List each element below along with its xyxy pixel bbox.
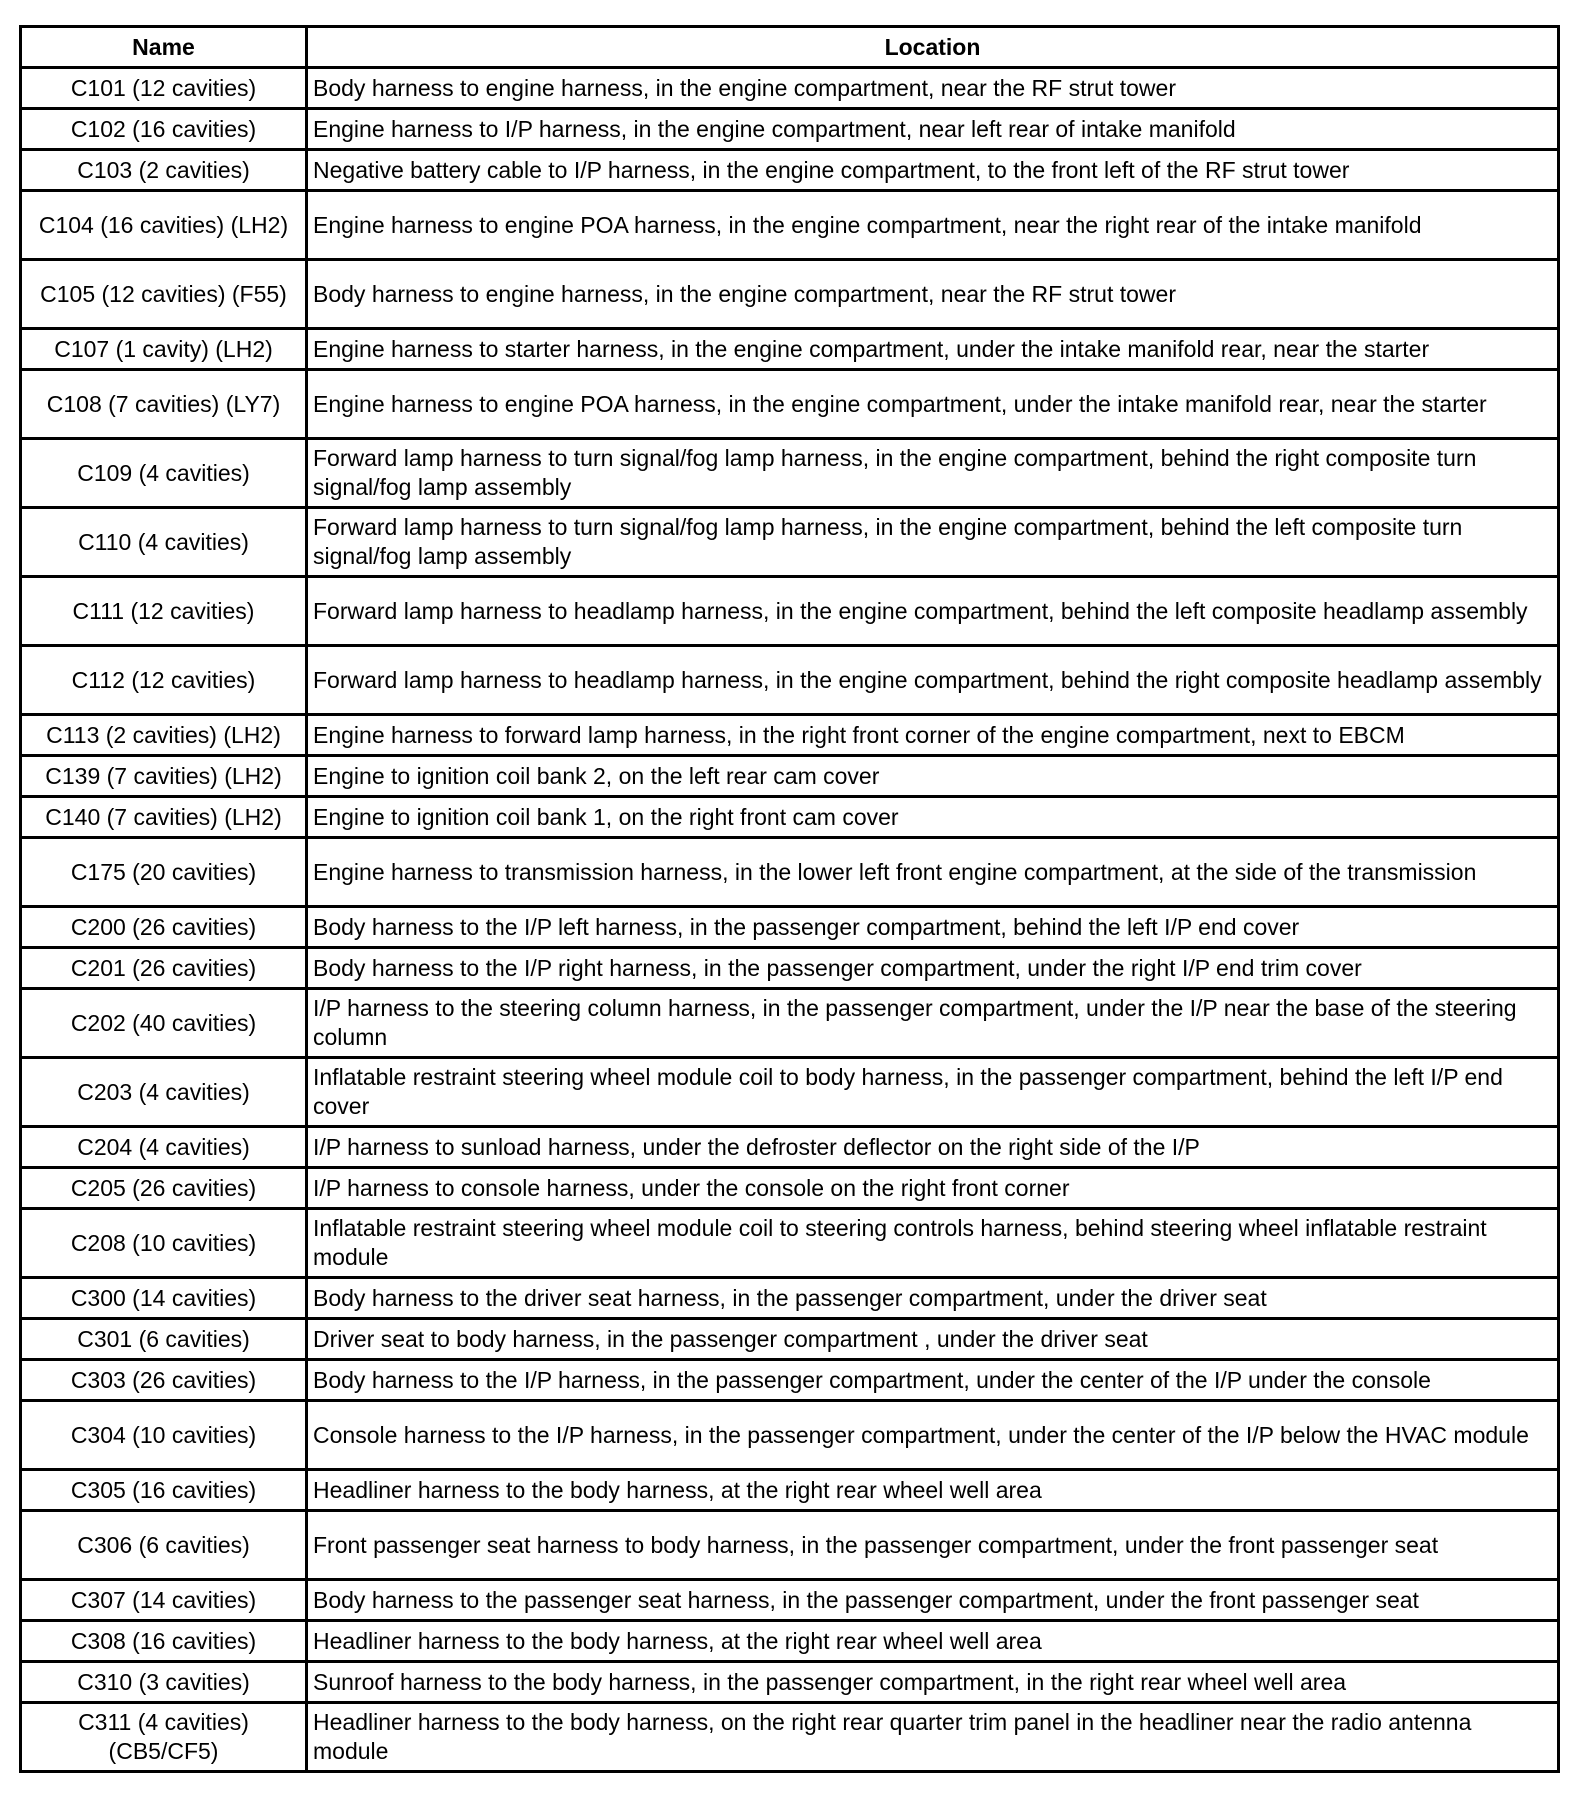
table-row (21, 370, 1559, 439)
connector-name-cell: C112 (12 cavities) (21, 646, 307, 715)
connector-name-cell: C109 (4 cavities) (21, 439, 307, 508)
connector-name-cell: C102 (16 cavities) (21, 109, 307, 150)
connector-name-cell: C104 (16 cavities) (LH2) (21, 191, 307, 260)
table-row (21, 797, 1559, 838)
table-row (21, 1511, 1559, 1580)
connector-name-cell: C201 (26 cavities) (21, 948, 307, 989)
connector-name-cell: C175 (20 cavities) (21, 838, 307, 907)
connector-location-cell: I/P harness to console harness, under the console on the right front corner (307, 1168, 1559, 1209)
connector-location-cell: Forward lamp harness to turn signal/fog lamp harness, in the engine compartment, behind the left composite turn signal/fog lamp assembly (307, 508, 1559, 577)
table-row (21, 1470, 1559, 1511)
connector-location-cell: Forward lamp harness to headlamp harness, in the engine compartment, behind the left composite headlamp assembly (307, 577, 1559, 646)
connector-location-cell: Engine harness to engine POA harness, in the engine compartment, under the intake manifold rear, near the starter (307, 370, 1559, 439)
header-name: Name (21, 27, 307, 68)
connector-name-cell: C308 (16 cavities) (21, 1621, 307, 1662)
connector-location-cell: Body harness to the I/P harness, in the passenger compartment, under the center of the I/P under the console (307, 1360, 1559, 1401)
connector-name-cell: C107 (1 cavity) (LH2) (21, 329, 307, 370)
table-row (21, 948, 1559, 989)
table-row (21, 1319, 1559, 1360)
connector-location-cell: Console harness to the I/P harness, in the passenger compartment, under the center of the I/P below the HVAC module (307, 1401, 1559, 1470)
connector-name-cell: C139 (7 cavities) (LH2) (21, 756, 307, 797)
connector-location-cell: Driver seat to body harness, in the passenger compartment , under the driver seat (307, 1319, 1559, 1360)
connector-name-cell: C205 (26 cavities) (21, 1168, 307, 1209)
connector-name-cell: C204 (4 cavities) (21, 1127, 307, 1168)
connector-name-cell: C101 (12 cavities) (21, 68, 307, 109)
connector-name-cell: C113 (2 cavities) (LH2) (21, 715, 307, 756)
connector-name-cell: C303 (26 cavities) (21, 1360, 307, 1401)
connector-location-cell: Engine to ignition coil bank 1, on the right front cam cover (307, 797, 1559, 838)
connector-location-cell: Front passenger seat harness to body harness, in the passenger compartment, under the front passenger seat (307, 1511, 1559, 1580)
table-row (21, 260, 1559, 329)
connector-name-cell: C200 (26 cavities) (21, 907, 307, 948)
table-row (21, 329, 1559, 370)
table-row (21, 1360, 1559, 1401)
header-location: Location (307, 27, 1559, 68)
table-row (21, 68, 1559, 109)
connector-location-cell: Forward lamp harness to headlamp harness, in the engine compartment, behind the right composite headlamp assembly (307, 646, 1559, 715)
table-row (21, 577, 1559, 646)
table-row (21, 1209, 1559, 1278)
connector-name-cell: C208 (10 cavities) (21, 1209, 307, 1278)
connector-name-cell: C202 (40 cavities) (21, 989, 307, 1058)
connector-location-cell: Engine harness to forward lamp harness, in the right front corner of the engine compartment, next to EBCM (307, 715, 1559, 756)
table-row (21, 646, 1559, 715)
table-row (21, 1662, 1559, 1703)
connector-name-cell: C105 (12 cavities) (F55) (21, 260, 307, 329)
connector-location-cell: Body harness to engine harness, in the engine compartment, near the RF strut tower (307, 260, 1559, 329)
table-row (21, 150, 1559, 191)
connector-location-cell: Body harness to the I/P left harness, in the passenger compartment, behind the left I/P end cover (307, 907, 1559, 948)
connector-location-cell: Engine harness to starter harness, in the engine compartment, under the intake manifold rear, near the starter (307, 329, 1559, 370)
connector-name-cell: C108 (7 cavities) (LY7) (21, 370, 307, 439)
connector-location-cell: Engine to ignition coil bank 2, on the left rear cam cover (307, 756, 1559, 797)
connector-name-cell: C307 (14 cavities) (21, 1580, 307, 1621)
connector-name-cell: C103 (2 cavities) (21, 150, 307, 191)
connector-location-cell: Body harness to the passenger seat harness, in the passenger compartment, under the front passenger seat (307, 1580, 1559, 1621)
connector-name-cell: C110 (4 cavities) (21, 508, 307, 577)
connector-location-cell: Engine harness to I/P harness, in the engine compartment, near left rear of intake manifold (307, 109, 1559, 150)
table-row (21, 756, 1559, 797)
connector-name-cell: C140 (7 cavities) (LH2) (21, 797, 307, 838)
connector-name-cell: C304 (10 cavities) (21, 1401, 307, 1470)
connector-location-cell: Headliner harness to the body harness, on the right rear quarter trim panel in the headliner near the radio antenna module (307, 1703, 1559, 1772)
connector-location-cell: Body harness to engine harness, in the engine compartment, near the RF strut tower (307, 68, 1559, 109)
table-row (21, 1168, 1559, 1209)
connector-location-cell: I/P harness to sunload harness, under the defroster deflector on the right side of the I/P (307, 1127, 1559, 1168)
table-row (21, 1401, 1559, 1470)
connector-location-cell: Engine harness to engine POA harness, in the engine compartment, near the right rear of the intake manifold (307, 191, 1559, 260)
connector-location-cell: Headliner harness to the body harness, at the right rear wheel well area (307, 1621, 1559, 1662)
connector-name-cell: C310 (3 cavities) (21, 1662, 307, 1703)
table-row (21, 989, 1559, 1058)
table-body (21, 68, 1559, 1772)
connector-location-cell: Headliner harness to the body harness, at the right rear wheel well area (307, 1470, 1559, 1511)
table-row (21, 1058, 1559, 1127)
connector-location-cell: Body harness to the I/P right harness, in the passenger compartment, under the right I/P end trim cover (307, 948, 1559, 989)
connector-name-cell: C300 (14 cavities) (21, 1278, 307, 1319)
table-row (21, 838, 1559, 907)
connector-location-cell: Sunroof harness to the body harness, in the passenger compartment, in the right rear wheel well area (307, 1662, 1559, 1703)
table-row (21, 439, 1559, 508)
table-row (21, 1127, 1559, 1168)
connector-table-container (19, 25, 1557, 1773)
table-row (21, 508, 1559, 577)
table-row (21, 907, 1559, 948)
table-row (21, 1703, 1559, 1772)
table-header-row (21, 27, 1559, 68)
connector-name-cell: C311 (4 cavities) (CB5/CF5) (21, 1703, 307, 1772)
connector-location-cell: Negative battery cable to I/P harness, in the engine compartment, to the front left of the RF strut tower (307, 150, 1559, 191)
table-row (21, 191, 1559, 260)
connector-location-cell: I/P harness to the steering column harness, in the passenger compartment, under the I/P near the base of the steering column (307, 989, 1559, 1058)
table-row (21, 715, 1559, 756)
connector-location-cell: Inflatable restraint steering wheel module coil to steering controls harness, behind steering wheel inflatable restraint module (307, 1209, 1559, 1278)
connector-name-cell: C301 (6 cavities) (21, 1319, 307, 1360)
connector-name-cell: C306 (6 cavities) (21, 1511, 307, 1580)
connector-location-table (19, 25, 1560, 1773)
connector-name-cell: C203 (4 cavities) (21, 1058, 307, 1127)
table-row (21, 1580, 1559, 1621)
connector-name-cell: C111 (12 cavities) (21, 577, 307, 646)
connector-location-cell: Engine harness to transmission harness, in the lower left front engine compartment, at the side of the transmission (307, 838, 1559, 907)
connector-location-cell: Body harness to the driver seat harness, in the passenger compartment, under the driver seat (307, 1278, 1559, 1319)
table-row (21, 1278, 1559, 1319)
table-row (21, 1621, 1559, 1662)
connector-location-cell: Forward lamp harness to turn signal/fog lamp harness, in the engine compartment, behind the right composite turn signal/fog lamp assembly (307, 439, 1559, 508)
connector-location-cell: Inflatable restraint steering wheel module coil to body harness, in the passenger compartment, behind the left I/P end cover (307, 1058, 1559, 1127)
connector-name-cell: C305 (16 cavities) (21, 1470, 307, 1511)
table-row (21, 109, 1559, 150)
